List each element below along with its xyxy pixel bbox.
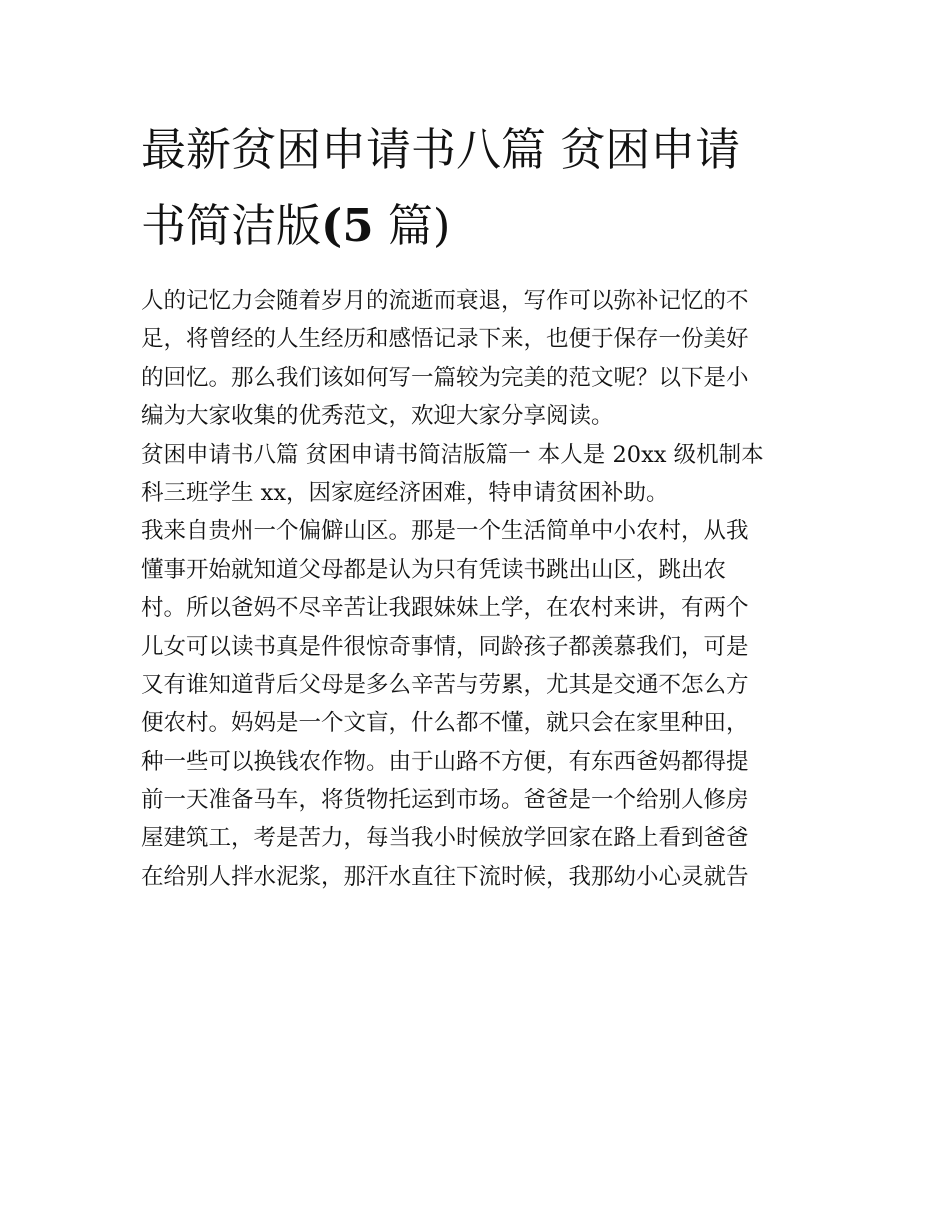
text-line: 科三班学生 xx，因家庭经济困难，特申请贫困补助。 xyxy=(141,479,669,506)
text-line: 种一些可以换钱农作物。由于山路不方便，有东西爸妈都得提 xyxy=(141,748,749,775)
title-line-2 xyxy=(141,188,811,264)
text-line: 足，将曾经的人生经历和感悟记录下来，也便于保存一份美好 xyxy=(141,326,749,353)
paragraph-section-one xyxy=(141,436,821,513)
document-body xyxy=(141,282,821,896)
text-line: 儿女可以读书真是件很惊奇事情，同龄孩子都羡慕我们，可是 xyxy=(141,633,749,660)
text-line: 前一天准备马车，将货物托运到市场。爸爸是一个给别人修房 xyxy=(141,787,749,814)
text-line: 屋建筑工，考是苦力，每当我小时候放学回家在路上看到爸爸 xyxy=(141,825,749,852)
paragraph-background xyxy=(141,512,821,896)
text-line: 编为大家收集的优秀范文，欢迎大家分享阅读。 xyxy=(141,403,614,430)
text-line: 在给别人拌水泥浆，那汗水直往下流时候，我那幼小心灵就告 xyxy=(141,863,749,890)
text-line: 的回忆。那么我们该如何写一篇较为完美的范文呢？以下是小 xyxy=(141,364,749,391)
text-line: 村。所以爸妈不尽辛苦让我跟妹妹上学，在农村来讲，有两个 xyxy=(141,595,749,622)
text-line: 贫困申请书八篇 贫困申请书简洁版篇一 本人是 20xx 级机制本 xyxy=(141,441,764,468)
document-title xyxy=(141,112,811,264)
text-line: 人的记忆力会随着岁月的流逝而衰退，写作可以弥补记忆的不 xyxy=(141,288,749,314)
paragraph-intro xyxy=(141,282,821,436)
text-line: 懂事开始就知道父母都是认为只有凭读书跳出山区，跳出农 xyxy=(141,556,727,583)
title-paren-open: ( xyxy=(321,199,343,252)
text-line: 便农村。妈妈是一个文盲，什么都不懂，就只会在家里种田， xyxy=(141,710,749,737)
text-line: 我来自贵州一个偏僻山区。那是一个生活简单中小农村，从我 xyxy=(141,518,749,545)
title-count: 5 xyxy=(342,199,374,252)
text-line: 又有谁知道背后父母是多么辛苦与劳累，尤其是交通不怎么方 xyxy=(141,671,749,698)
title-line-1: 最新贫困申请书八篇 贫困申请 xyxy=(141,123,741,176)
title-line-2-suffix: 篇) xyxy=(373,199,451,252)
title-line-2-prefix: 书简洁版 xyxy=(141,199,322,252)
